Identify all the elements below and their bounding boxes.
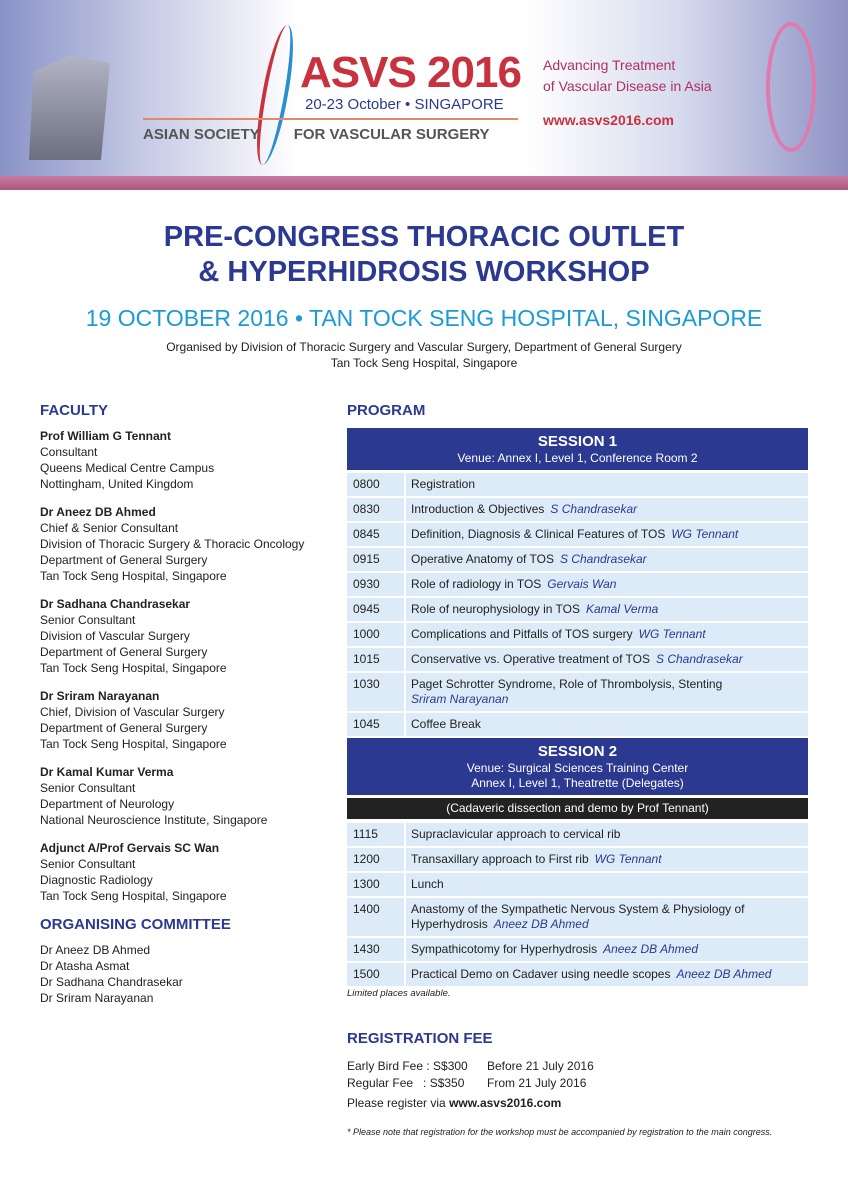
faculty-detail: Division of Vascular Surgery xyxy=(40,629,190,643)
row-description xyxy=(406,598,808,621)
table-row xyxy=(347,873,808,896)
table-row xyxy=(347,623,808,646)
row-description xyxy=(406,648,808,671)
register-text: Please register via xyxy=(347,1096,446,1110)
row-time: 0800 xyxy=(347,473,404,496)
row-topic: Role of neurophysiology in TOS xyxy=(411,602,580,616)
faculty-detail: Chief & Senior Consultant xyxy=(40,521,179,535)
faculty-detail: Senior Consultant xyxy=(40,781,136,795)
faculty-detail: Department of General Surgery xyxy=(40,721,208,735)
row-topic: Anastomy of the Sympathetic Nervous System & Physiology of Hyperhydrosis xyxy=(411,902,745,931)
faculty-detail: Tan Tock Seng Hospital, Singapore xyxy=(40,661,227,675)
subtitle: 19 OCTOBER 2016 • TAN TOCK SENG HOSPITAL, SINGAPORE xyxy=(85,305,763,331)
committee-member: Dr Sriram Narayanan xyxy=(40,991,154,1005)
row-description xyxy=(406,823,808,846)
banner-band xyxy=(0,176,848,190)
faculty-detail: Department of General Surgery xyxy=(40,645,208,659)
faculty-member xyxy=(40,428,335,492)
table-row xyxy=(347,548,808,571)
row-description xyxy=(406,873,808,896)
session-venue: Annex I, Level 1, Theatrette (Delegates) xyxy=(471,776,684,790)
faculty-name: Prof William G Tennant xyxy=(40,429,172,443)
early-date: Before 21 July 2016 xyxy=(487,1059,594,1073)
tagline xyxy=(543,55,712,97)
row-time: 1015 xyxy=(347,648,404,671)
singapore-flyer-image xyxy=(766,22,816,152)
tagline-2: of Vascular Disease in Asia xyxy=(543,78,712,94)
row-speaker: Aneez DB Ahmed xyxy=(493,917,589,931)
table-row xyxy=(347,938,808,961)
table-row xyxy=(347,823,808,846)
left-column xyxy=(40,402,335,1006)
faculty-member xyxy=(40,688,335,752)
row-speaker: S Chandrasekar xyxy=(559,552,647,566)
committee-member: Dr Sadhana Chandrasekar xyxy=(40,975,183,989)
row-time: 1115 xyxy=(347,823,404,846)
table-row xyxy=(347,963,808,986)
faculty-name: Adjunct A/Prof Gervais SC Wan xyxy=(40,841,220,855)
session-1-rows xyxy=(347,473,808,736)
register-link[interactable]: www.asvs2016.com xyxy=(449,1096,562,1110)
faculty-detail: Consultant xyxy=(40,445,98,459)
row-time: 0830 xyxy=(347,498,404,521)
row-topic: Role of radiology in TOS xyxy=(411,577,542,591)
faculty-detail: Senior Consultant xyxy=(40,857,136,871)
committee-list xyxy=(40,942,335,1006)
table-row xyxy=(347,473,808,496)
organiser-line-2: Tan Tock Seng Hospital, Singapore xyxy=(330,356,518,370)
faculty-member xyxy=(40,840,335,904)
row-speaker: Kamal Verma xyxy=(586,602,659,616)
faculty-detail: Department of Neurology xyxy=(40,797,175,811)
session-note: (Cadaveric dissection and demo by Prof Tennant) xyxy=(347,798,808,819)
row-speaker: WG Tennant xyxy=(671,527,739,541)
row-description xyxy=(406,623,808,646)
row-description xyxy=(406,473,808,496)
faculty-detail: Department of General Surgery xyxy=(40,553,208,567)
limited-note: Limited places available. xyxy=(347,988,451,999)
row-topic: Complications and Pitfalls of TOS surgery xyxy=(411,627,633,641)
faculty-list xyxy=(40,428,335,904)
registration-heading: REGISTRATION FEE xyxy=(347,1030,493,1047)
row-description xyxy=(406,963,808,986)
faculty-detail: Queens Medical Centre Campus xyxy=(40,461,215,475)
page-title xyxy=(0,220,848,290)
row-speaker: WG Tennant xyxy=(594,852,662,866)
row-description xyxy=(406,523,808,546)
row-time: 1400 xyxy=(347,898,404,936)
row-time: 0945 xyxy=(347,598,404,621)
row-speaker: WG Tennant xyxy=(638,627,706,641)
row-time: 1030 xyxy=(347,673,404,711)
committee-heading: ORGANISING COMMITTEE xyxy=(40,916,231,933)
title-line-1: PRE-CONGRESS THORACIC OUTLET xyxy=(163,221,685,253)
faculty-detail: Nottingham, United Kingdom xyxy=(40,477,194,491)
row-topic: Practical Demo on Cadaver using needle scopes xyxy=(411,967,671,981)
tagline-1: Advancing Treatment xyxy=(543,57,676,73)
faculty-name: Dr Sriram Narayanan xyxy=(40,689,160,703)
faculty-name: Dr Sadhana Chandrasekar xyxy=(40,597,191,611)
table-row xyxy=(347,713,808,736)
table-row xyxy=(347,898,808,936)
committee-member: Dr Aneez DB Ahmed xyxy=(40,943,151,957)
regular-date: From 21 July 2016 xyxy=(487,1076,587,1090)
session-title: SESSION 1 xyxy=(537,433,618,450)
row-time: 1045 xyxy=(347,713,404,736)
session-2-rows xyxy=(347,823,808,986)
faculty-detail: Senior Consultant xyxy=(40,613,136,627)
faculty-detail: Division of Thoracic Surgery & Thoracic Oncology xyxy=(40,537,305,551)
organiser-line-1: Organised by Division of Thoracic Surgery and Vascular Surgery, Department of General Surgery xyxy=(166,340,682,354)
society-right: FOR VASCULAR SURGERY xyxy=(293,126,490,143)
row-topic: Coffee Break xyxy=(411,717,481,731)
row-description xyxy=(406,673,808,711)
faculty-heading: FACULTY xyxy=(40,402,109,419)
row-speaker: S Chandrasekar xyxy=(656,652,743,666)
registration-note: * Please note that registration for the workshop must be accompanied by registration to the main congress. xyxy=(347,1127,773,1137)
table-row xyxy=(347,498,808,521)
row-time: 1000 xyxy=(347,623,404,646)
row-time: 0845 xyxy=(347,523,404,546)
row-topic: Conservative vs. Operative treatment of TOS xyxy=(411,652,650,666)
header-banner xyxy=(0,0,848,190)
table-row xyxy=(347,573,808,596)
session-1-header xyxy=(347,428,808,470)
title-line-2: & HYPERHIDROSIS WORKSHOP xyxy=(198,256,650,288)
table-row xyxy=(347,598,808,621)
logo-divider xyxy=(143,118,518,120)
regular-fee: Regular Fee : S$350 xyxy=(347,1076,465,1090)
row-topic: Operative Anatomy of TOS xyxy=(411,552,554,566)
table-row xyxy=(347,648,808,671)
row-topic: Supraclavicular approach to cervical rib xyxy=(411,827,621,841)
faculty-detail: Diagnostic Radiology xyxy=(40,873,153,887)
row-speaker: Gervais Wan xyxy=(547,577,617,591)
faculty-member xyxy=(40,504,335,584)
society-left: ASIAN SOCIETY xyxy=(143,126,260,143)
row-description xyxy=(406,898,808,936)
program-heading: PROGRAM xyxy=(347,402,426,419)
row-time: 1200 xyxy=(347,848,404,871)
row-speaker: Aneez DB Ahmed xyxy=(676,967,772,981)
row-time: 1500 xyxy=(347,963,404,986)
committee-member: Dr Atasha Asmat xyxy=(40,959,130,973)
row-speaker: Sriram Narayanan xyxy=(411,692,509,706)
table-row xyxy=(347,523,808,546)
faculty-detail: Tan Tock Seng Hospital, Singapore xyxy=(40,889,227,903)
row-description xyxy=(406,573,808,596)
row-description xyxy=(406,848,808,871)
session-venue: Venue: Surgical Sciences Training Center xyxy=(466,761,689,775)
row-topic: Definition, Diagnosis & Clinical Features of TOS xyxy=(411,527,666,541)
banner-url[interactable]: www.asvs2016.com xyxy=(543,112,675,128)
registration xyxy=(347,1030,808,1112)
faculty-detail: Chief, Division of Vascular Surgery xyxy=(40,705,225,719)
session-2-header xyxy=(347,738,808,795)
session-venue: Venue: Annex I, Level 1, Conference Room 2 xyxy=(457,451,698,465)
faculty-member xyxy=(40,596,335,676)
early-fee: Early Bird Fee : S$300 xyxy=(347,1059,468,1073)
faculty-member xyxy=(40,764,335,828)
row-topic: Transaxillary approach to First rib xyxy=(411,852,589,866)
row-topic: Lunch xyxy=(411,877,444,891)
faculty-name: Dr Aneez DB Ahmed xyxy=(40,505,156,519)
marina-bay-sands-image xyxy=(20,50,110,160)
row-speaker: Aneez DB Ahmed xyxy=(603,942,699,956)
row-description xyxy=(406,498,808,521)
society-name xyxy=(143,126,533,144)
row-description xyxy=(406,938,808,961)
row-description xyxy=(406,548,808,571)
logo-title: ASVS 2016 xyxy=(300,48,521,97)
faculty-detail: Tan Tock Seng Hospital, Singapore xyxy=(40,569,227,583)
organiser xyxy=(0,339,848,371)
faculty-name: Dr Kamal Kumar Verma xyxy=(40,765,174,779)
row-topic: Registration xyxy=(411,477,476,491)
row-time: 1300 xyxy=(347,873,404,896)
row-time: 0915 xyxy=(347,548,404,571)
row-time: 0930 xyxy=(347,573,404,596)
table-row xyxy=(347,848,808,871)
row-speaker: S Chandrasekar xyxy=(550,502,638,516)
row-time: 1430 xyxy=(347,938,404,961)
row-topic: Paget Schrotter Syndrome, Role of Thrombolysis, Stenting xyxy=(411,677,723,691)
row-description xyxy=(406,713,808,736)
row-topic: Sympathicotomy for Hyperhydrosis xyxy=(411,942,598,956)
program xyxy=(347,402,808,1178)
logo-dates: 20-23 October • SINGAPORE xyxy=(305,96,504,113)
session-title: SESSION 2 xyxy=(537,743,618,760)
faculty-detail: National Neuroscience Institute, Singapore xyxy=(40,813,268,827)
table-row xyxy=(347,673,808,711)
faculty-detail: Tan Tock Seng Hospital, Singapore xyxy=(40,737,227,751)
logo-ribbon-icon xyxy=(250,25,301,165)
row-topic: Introduction & Objectives xyxy=(411,502,545,516)
